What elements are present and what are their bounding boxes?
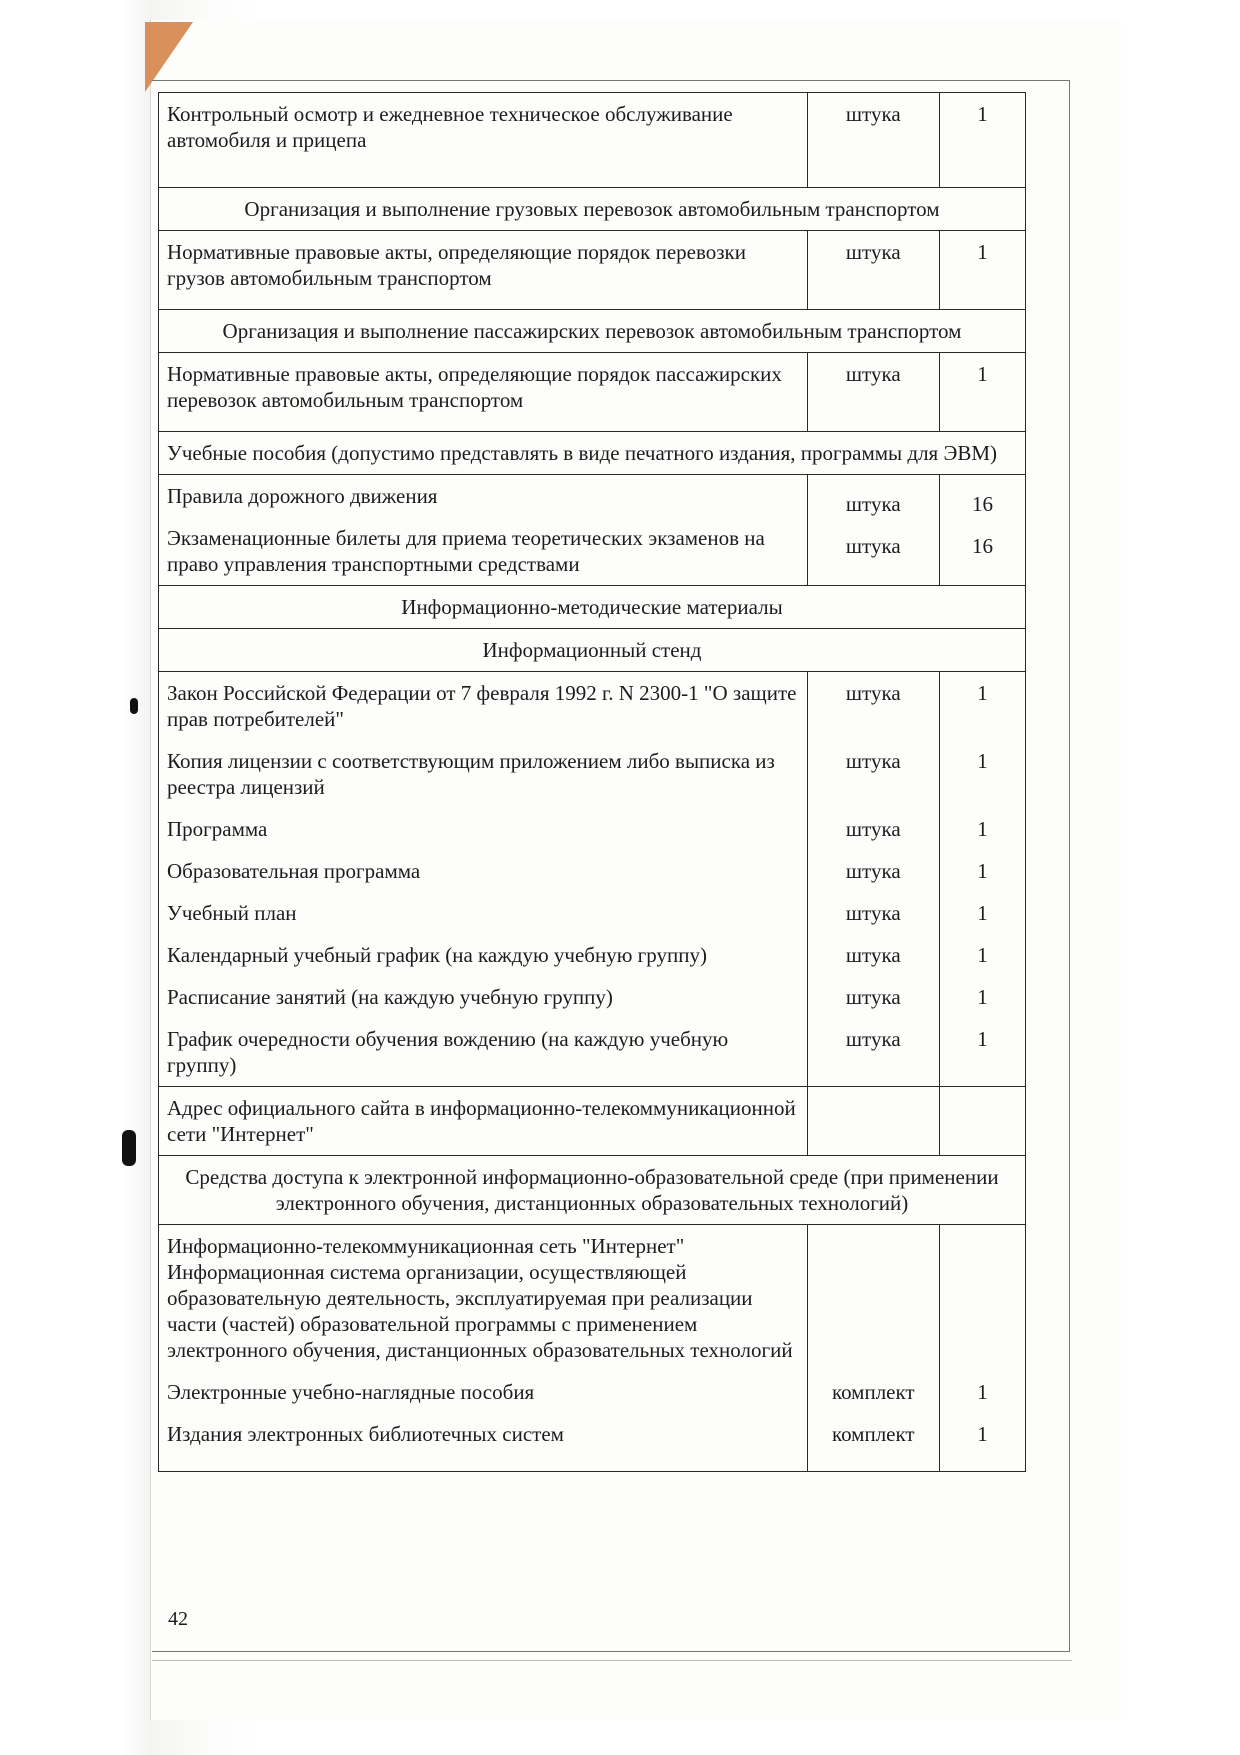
- bottom-rule: [152, 1660, 1072, 1661]
- list-item: График очередности обучения вождению (на каждую учебную группу): [167, 1027, 729, 1077]
- section-header-row: [159, 310, 1026, 353]
- list-item: Календарный учебный график (на каждую учебную группу): [167, 943, 707, 967]
- page-number: 42: [168, 1608, 188, 1630]
- item-unit: штука: [845, 943, 901, 967]
- item-unit: штука: [845, 985, 901, 1009]
- item-quantity: 1: [977, 817, 988, 841]
- quantity-cell: [939, 1225, 1025, 1472]
- item-quantity: [939, 1087, 1025, 1156]
- item-unit: штука: [845, 534, 901, 558]
- unit-cell: [807, 1225, 939, 1472]
- table-row: [159, 353, 1026, 432]
- section-header-row: [159, 1156, 1026, 1225]
- item-quantity: 1: [939, 231, 1025, 310]
- section-header-row: [159, 432, 1026, 475]
- item-unit: штука: [845, 901, 901, 925]
- item-quantity: 16: [971, 534, 993, 558]
- item-quantity: 1: [977, 681, 988, 705]
- study-aids-cell: [159, 475, 808, 586]
- list-item: Информационно-телекоммуникационная сеть "Интернет" Информационная система организации, осуществляющей образовательную деятельность, эксплуатируемая при реализации части (частей) образовательной программы с применением электронного обучения, дистанционных образовательных технологий: [167, 1234, 793, 1362]
- item-name: Контрольный осмотр и ежедневное техническое обслуживание автомобиля и прицепа: [159, 93, 808, 188]
- item-unit: штука: [845, 492, 901, 516]
- item-unit: комплект: [831, 1380, 915, 1404]
- section-header: Организация и выполнение грузовых перевозок автомобильным транспортом: [159, 188, 1026, 231]
- table-row: [159, 93, 1026, 188]
- section-header: Организация и выполнение пассажирских перевозок автомобильным транспортом: [159, 310, 1026, 353]
- item-unit: [807, 1087, 939, 1156]
- list-item: Издания электронных библиотечных систем: [167, 1422, 564, 1446]
- list-item: Программа: [167, 817, 268, 841]
- section-header: Средства доступа к электронной информационно-образовательной среде (при применении электронного обучения, дистанционных образовательных технологий): [159, 1156, 1026, 1225]
- item-unit: штука: [807, 353, 939, 432]
- section-header: Учебные пособия (допустимо представлять в виде печатного издания, программы для ЭВМ): [159, 432, 1026, 475]
- item-unit: штука: [845, 817, 901, 841]
- section-header-row: [159, 629, 1026, 672]
- quantity-cell: [939, 475, 1025, 586]
- section-header: Информационный стенд: [159, 629, 1026, 672]
- table-row: [159, 1225, 1026, 1472]
- item-quantity: 1: [977, 859, 988, 883]
- unit-cell: [807, 475, 939, 586]
- item-quantity: 1: [939, 93, 1025, 188]
- list-item: Образовательная программа: [167, 859, 421, 883]
- list-item: Копия лицензии с соответствующим приложением либо выписка из реестра лицензий: [167, 749, 775, 799]
- item-unit: комплект: [831, 1422, 915, 1446]
- item-unit: штука: [845, 749, 901, 773]
- item-unit: штука: [807, 231, 939, 310]
- item-unit: штука: [845, 681, 901, 705]
- list-item: Закон Российской Федерации от 7 февраля 1992 г. N 2300-1 "О защите прав потребителей": [167, 681, 797, 731]
- electronic-means-cell: [159, 1225, 808, 1472]
- item-name: Адрес официального сайта в информационно-телекоммуникационной сети "Интернет": [159, 1087, 808, 1156]
- table-row: [159, 475, 1026, 586]
- table-row: [159, 672, 1026, 1087]
- unit-cell: [807, 672, 939, 1087]
- table-row: [159, 1087, 1026, 1156]
- binding-mark-top: [130, 698, 138, 714]
- item-quantity: 1: [977, 1027, 988, 1051]
- item-quantity: 16: [971, 492, 993, 516]
- item-unit: штука: [845, 1027, 901, 1051]
- item-quantity: 1: [977, 1422, 988, 1446]
- list-item: Экзаменационные билеты для приема теоретических экзаменов на право управления транспортными средствами: [167, 526, 765, 576]
- item-name: Нормативные правовые акты, определяющие порядок пассажирских перевозок автомобильным транспортом: [159, 353, 808, 432]
- quantity-cell: [939, 672, 1025, 1087]
- item-quantity: 1: [977, 943, 988, 967]
- item-quantity: 1: [977, 901, 988, 925]
- list-item: Правила дорожного движения: [167, 484, 438, 508]
- item-unit: [816, 1233, 931, 1363]
- list-item: Расписание занятий (на каждую учебную группу): [167, 985, 613, 1009]
- section-header: Информационно-методические материалы: [159, 586, 1026, 629]
- section-header-row: [159, 586, 1026, 629]
- table-row: [159, 231, 1026, 310]
- item-unit: штука: [807, 93, 939, 188]
- list-item: Учебный план: [167, 901, 297, 925]
- item-quantity: 1: [977, 1380, 988, 1404]
- item-quantity: 1: [977, 749, 988, 773]
- item-quantity: 1: [977, 985, 988, 1009]
- binding-mark-bottom: [122, 1130, 136, 1166]
- item-quantity: [948, 1233, 1017, 1363]
- item-unit: штука: [845, 859, 901, 883]
- info-stand-cell: [159, 672, 808, 1087]
- item-quantity: 1: [939, 353, 1025, 432]
- section-header-row: [159, 188, 1026, 231]
- list-item: Электронные учебно-наглядные пособия: [167, 1380, 535, 1404]
- equipment-table: [158, 92, 1026, 1472]
- item-name: Нормативные правовые акты, определяющие порядок перевозки грузов автомобильным транспортом: [159, 231, 808, 310]
